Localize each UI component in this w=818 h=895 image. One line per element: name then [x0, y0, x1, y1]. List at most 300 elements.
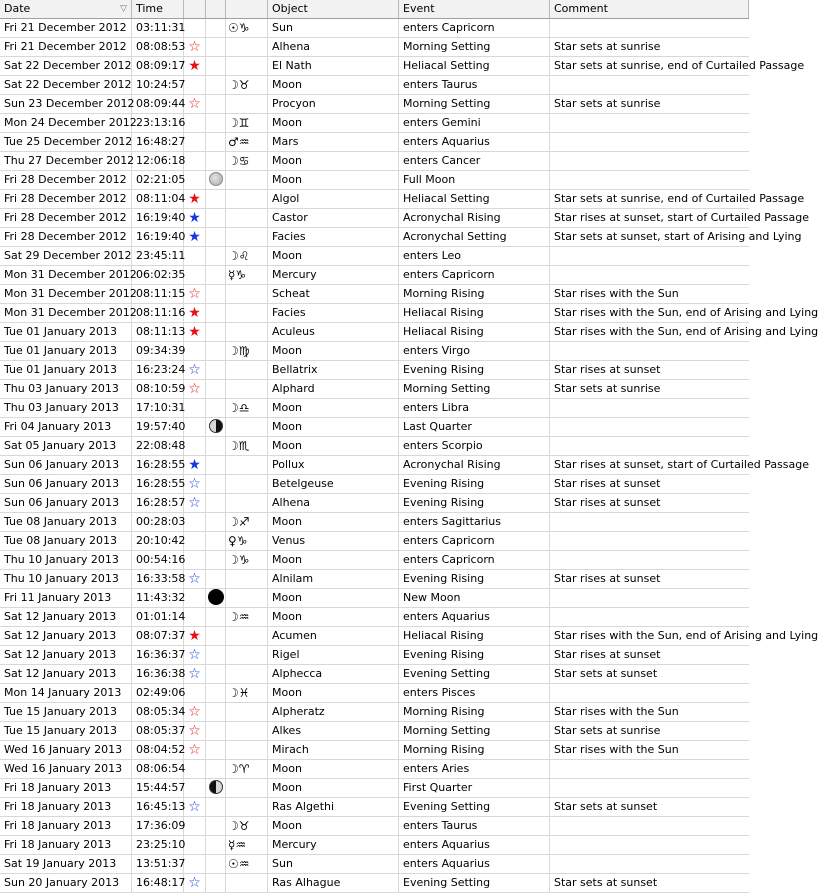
cell-symbol: [226, 133, 268, 151]
cell-time: 15:44:57: [132, 779, 184, 797]
cell-date: Thu 10 January 2013: [0, 551, 132, 569]
cell-symbol: [226, 247, 268, 265]
cell-star: [184, 342, 206, 360]
cell-time: 10:24:57: [132, 76, 184, 94]
cell-object: Bellatrix: [268, 361, 399, 379]
cell-event: enters Pisces: [399, 684, 550, 702]
cell-time: 08:05:34: [132, 703, 184, 721]
cell-comment: Star sets at sunrise, end of Curtailed Passage: [554, 59, 805, 72]
cell-time: 08:11:13: [132, 323, 184, 341]
cell-comment: Star rises at sunset: [554, 572, 661, 585]
cell-comment: Star sets at sunset: [554, 800, 658, 813]
table-row[interactable]: [0, 760, 749, 779]
table-row[interactable]: [0, 171, 749, 190]
cell-symbol: [226, 285, 268, 303]
cell-event: New Moon: [399, 589, 550, 607]
cell-object: Moon: [268, 817, 399, 835]
new-moon-icon: [208, 589, 224, 605]
cell-comment: [550, 114, 749, 132]
cell-object: Moon: [268, 342, 399, 360]
cell-time: 00:28:03: [132, 513, 184, 531]
table-row[interactable]: [0, 57, 805, 76]
column-header-comment[interactable]: Comment: [550, 0, 749, 18]
cell-phase: [206, 570, 226, 588]
cell-date: Thu 03 January 2013: [0, 380, 132, 398]
table-row[interactable]: [0, 722, 749, 741]
cell-object: Moon: [268, 171, 399, 189]
cell-symbol: [226, 817, 268, 835]
table-row[interactable]: [0, 589, 749, 608]
red-star-filled-icon: ★: [188, 628, 201, 644]
cell-time: 00:54:16: [132, 551, 184, 569]
blue-star-outline-icon: ☆: [188, 875, 201, 891]
table-row[interactable]: [0, 190, 805, 209]
cell-symbol: [226, 760, 268, 778]
cell-symbol: [226, 19, 268, 37]
cell-star: [184, 228, 206, 246]
blue-star-filled-icon: ★: [188, 210, 201, 226]
cell-date: Tue 15 January 2013: [0, 722, 132, 740]
cell-event: enters Leo: [399, 247, 550, 265]
cell-star: [184, 608, 206, 626]
cell-comment: [550, 836, 749, 854]
column-header-time[interactable]: Time: [132, 0, 184, 18]
cell-star: [184, 627, 206, 645]
cell-date: Sat 29 December 2012: [0, 247, 132, 265]
cell-phase: [206, 456, 226, 474]
cell-symbol: [226, 608, 268, 626]
table-row[interactable]: [0, 209, 810, 228]
cell-object: Facies: [268, 304, 399, 322]
cell-comment: [550, 247, 749, 265]
cell-phase: [206, 19, 226, 37]
cell-comment: Star sets at sunrise: [554, 40, 661, 53]
cell-star: [184, 437, 206, 455]
cell-date: Sun 06 January 2013: [0, 456, 132, 474]
cell-time: 08:08:53: [132, 38, 184, 56]
cell-phase: [206, 133, 226, 151]
cell-symbol: [226, 570, 268, 588]
astro-symbol-icon: ☽♑: [228, 553, 250, 567]
cell-object: Mirach: [268, 741, 399, 759]
table-body: [0, 19, 818, 893]
cell-symbol: [226, 152, 268, 170]
cell-time: 16:28:55: [132, 475, 184, 493]
cell-time: 08:09:44: [132, 95, 184, 113]
cell-object: Betelgeuse: [268, 475, 399, 493]
cell-event: Morning Rising: [399, 703, 550, 721]
astro-symbol-icon: ☽♎: [228, 401, 250, 415]
table-row[interactable]: [0, 456, 810, 475]
cell-date: Fri 18 January 2013: [0, 836, 132, 854]
red-star-outline-icon: ☆: [188, 723, 201, 739]
cell-phase: [206, 874, 226, 892]
cell-star: [184, 171, 206, 189]
cell-time: 16:33:58: [132, 570, 184, 588]
cell-time: 02:49:06: [132, 684, 184, 702]
cell-object: Moon: [268, 152, 399, 170]
astro-symbol-icon: ☽♋: [228, 154, 250, 168]
cell-date: Mon 31 December 2012: [0, 285, 132, 303]
table-row[interactable]: [0, 418, 749, 437]
table-row[interactable]: [0, 684, 749, 703]
cell-star: [184, 209, 206, 227]
cell-comment: [550, 532, 749, 550]
cell-date: Fri 04 January 2013: [0, 418, 132, 436]
astro-symbol-icon: ☿♒: [228, 838, 247, 852]
table-row[interactable]: [0, 874, 749, 893]
table-row[interactable]: [0, 285, 749, 304]
cell-phase: [206, 513, 226, 531]
table-row[interactable]: [0, 665, 749, 684]
cell-star: [184, 304, 206, 322]
column-header-star[interactable]: [184, 0, 206, 18]
cell-time: 16:23:24: [132, 361, 184, 379]
cell-symbol: [226, 456, 268, 474]
cell-star: [184, 266, 206, 284]
cell-comment: Star sets at sunrise: [554, 97, 661, 110]
cell-phase: [206, 798, 226, 816]
cell-object: Ras Algethi: [268, 798, 399, 816]
cell-phase: [206, 646, 226, 664]
cell-time: 16:48:27: [132, 133, 184, 151]
first-moon-icon: [209, 780, 223, 794]
table-row[interactable]: [0, 532, 749, 551]
cell-date: Fri 28 December 2012: [0, 228, 132, 246]
cell-date: Sun 06 January 2013: [0, 475, 132, 493]
cell-comment: [550, 817, 749, 835]
cell-time: 16:36:38: [132, 665, 184, 683]
table-header: [0, 0, 749, 19]
astro-symbol-icon: ☽♏: [228, 439, 250, 453]
cell-date: Sat 22 December 2012: [0, 76, 132, 94]
cell-star: [184, 456, 206, 474]
cell-event: Evening Setting: [399, 798, 550, 816]
cell-symbol: [226, 171, 268, 189]
table-row[interactable]: [0, 627, 818, 646]
cell-symbol: [226, 779, 268, 797]
cell-star: [184, 57, 206, 75]
table-row[interactable]: [0, 570, 749, 589]
cell-star: [184, 551, 206, 569]
cell-phase: [206, 285, 226, 303]
cell-time: 16:28:57: [132, 494, 184, 512]
table-row[interactable]: [0, 551, 749, 570]
cell-event: Full Moon: [399, 171, 550, 189]
cell-symbol: [226, 190, 268, 208]
cell-event: enters Scorpio: [399, 437, 550, 455]
cell-symbol: [226, 589, 268, 607]
astro-symbol-icon: ☉♒: [228, 857, 250, 871]
cell-phase: [206, 741, 226, 759]
cell-event: Acronychal Rising: [399, 456, 550, 474]
cell-date: Fri 21 December 2012: [0, 19, 132, 37]
cell-date: Fri 28 December 2012: [0, 190, 132, 208]
cell-comment: Star sets at sunset: [554, 667, 658, 680]
cell-date: Fri 18 January 2013: [0, 798, 132, 816]
column-header-phase[interactable]: [206, 0, 226, 18]
table-row[interactable]: [0, 361, 749, 380]
cell-star: [184, 532, 206, 550]
cell-object: Castor: [268, 209, 399, 227]
table-row[interactable]: [0, 817, 749, 836]
red-star-filled-icon: ★: [188, 324, 201, 340]
cell-event: Evening Rising: [399, 646, 550, 664]
red-star-outline-icon: ☆: [188, 96, 201, 112]
cell-phase: [206, 190, 226, 208]
cell-symbol: [226, 703, 268, 721]
cell-date: Tue 15 January 2013: [0, 703, 132, 721]
cell-event: enters Virgo: [399, 342, 550, 360]
cell-star: [184, 855, 206, 873]
table-row[interactable]: [0, 266, 749, 285]
cell-time: 08:05:37: [132, 722, 184, 740]
cell-event: Evening Setting: [399, 874, 550, 892]
cell-symbol: [226, 418, 268, 436]
cell-date: Fri 28 December 2012: [0, 209, 132, 227]
cell-time: 16:28:55: [132, 456, 184, 474]
column-header-date-label: Date: [4, 2, 31, 15]
cell-phase: [206, 418, 226, 436]
cell-star: [184, 779, 206, 797]
cell-time: 08:11:04: [132, 190, 184, 208]
cell-object: El Nath: [268, 57, 399, 75]
cell-object: Moon: [268, 551, 399, 569]
table-row[interactable]: [0, 399, 749, 418]
cell-symbol: [226, 551, 268, 569]
cell-comment: Star rises at sunset, start of Curtailed Passage: [554, 211, 810, 224]
table-row[interactable]: [0, 114, 749, 133]
blue-star-outline-icon: ☆: [188, 799, 201, 815]
cell-comment: [550, 779, 749, 797]
table-row[interactable]: [0, 247, 749, 266]
cell-phase: [206, 380, 226, 398]
cell-phase: [206, 608, 226, 626]
cell-star: [184, 741, 206, 759]
astro-symbol-icon: ☉♑: [228, 21, 250, 35]
table-row[interactable]: [0, 798, 749, 817]
cell-date: Tue 01 January 2013: [0, 361, 132, 379]
cell-time: 08:06:54: [132, 760, 184, 778]
cell-object: Pollux: [268, 456, 399, 474]
cell-date: Tue 08 January 2013: [0, 513, 132, 531]
cell-star: [184, 475, 206, 493]
cell-comment: [550, 266, 749, 284]
cell-comment: [550, 855, 749, 873]
cell-comment: Star rises at sunset: [554, 477, 661, 490]
cell-object: Alnilam: [268, 570, 399, 588]
cell-star: [184, 684, 206, 702]
table-row[interactable]: [0, 646, 749, 665]
cell-phase: [206, 361, 226, 379]
cell-comment: [550, 418, 749, 436]
cell-symbol: [226, 684, 268, 702]
table-row[interactable]: [0, 323, 818, 342]
cell-star: [184, 361, 206, 379]
cell-event: Evening Rising: [399, 494, 550, 512]
cell-comment: Star rises at sunset: [554, 363, 661, 376]
cell-phase: [206, 855, 226, 873]
cell-star: [184, 38, 206, 56]
cell-phase: [206, 551, 226, 569]
table-row[interactable]: [0, 475, 749, 494]
cell-time: 09:34:39: [132, 342, 184, 360]
cell-object: Alhena: [268, 494, 399, 512]
cell-object: Facies: [268, 228, 399, 246]
cell-object: Moon: [268, 589, 399, 607]
table-row[interactable]: [0, 855, 749, 874]
sort-descending-icon: ▽: [120, 4, 127, 14]
cell-phase: [206, 266, 226, 284]
table-row[interactable]: [0, 19, 749, 38]
cell-symbol: [226, 323, 268, 341]
cell-time: 20:10:42: [132, 532, 184, 550]
cell-date: Sun 20 January 2013: [0, 874, 132, 892]
astro-symbol-icon: ♀♑: [228, 534, 248, 548]
table-row[interactable]: [0, 779, 749, 798]
astro-symbol-icon: ☽♌: [228, 249, 250, 263]
column-header-symbol[interactable]: [226, 0, 268, 18]
table-row[interactable]: [0, 95, 749, 114]
table-row[interactable]: [0, 152, 749, 171]
cell-symbol: [226, 665, 268, 683]
cell-comment: Star rises with the Sun, end of Arising and Lying: [554, 306, 818, 319]
cell-symbol: [226, 209, 268, 227]
cell-star: [184, 646, 206, 664]
cell-object: Alphard: [268, 380, 399, 398]
cell-event: Morning Setting: [399, 380, 550, 398]
cell-star: [184, 152, 206, 170]
cell-phase: [206, 437, 226, 455]
cell-symbol: [226, 114, 268, 132]
cell-time: 01:01:14: [132, 608, 184, 626]
cell-star: [184, 589, 206, 607]
astro-symbol-icon: ☽♓: [228, 686, 250, 700]
cell-symbol: [226, 304, 268, 322]
cell-comment: [550, 684, 749, 702]
cell-comment: [550, 152, 749, 170]
cell-date: Tue 25 December 2012: [0, 133, 132, 151]
table-row[interactable]: [0, 76, 749, 95]
column-header-object[interactable]: Object: [268, 0, 399, 18]
table-row[interactable]: [0, 741, 749, 760]
cell-comment: Star rises with the Sun, end of Arising and Lying: [554, 325, 818, 338]
blue-star-filled-icon: ★: [188, 229, 201, 245]
cell-event: enters Aquarius: [399, 836, 550, 854]
cell-event: enters Libra: [399, 399, 550, 417]
table-row[interactable]: [0, 380, 749, 399]
cell-star: [184, 190, 206, 208]
astro-symbol-icon: ☿♑: [228, 268, 247, 282]
table-row[interactable]: [0, 437, 749, 456]
cell-phase: [206, 228, 226, 246]
cell-date: Sat 05 January 2013: [0, 437, 132, 455]
cell-phase: [206, 665, 226, 683]
cell-symbol: [226, 342, 268, 360]
table-row[interactable]: [0, 342, 749, 361]
table-row[interactable]: [0, 38, 749, 57]
column-header-date[interactable]: [0, 0, 132, 18]
cell-phase: [206, 684, 226, 702]
cell-symbol: [226, 380, 268, 398]
cell-event: Last Quarter: [399, 418, 550, 436]
cell-star: [184, 798, 206, 816]
table-row[interactable]: [0, 133, 749, 152]
cell-star: [184, 722, 206, 740]
table-row[interactable]: [0, 304, 818, 323]
table-row[interactable]: [0, 494, 749, 513]
cell-phase: [206, 38, 226, 56]
cell-date: Fri 21 December 2012: [0, 38, 132, 56]
cell-object: Moon: [268, 779, 399, 797]
cell-comment: [550, 608, 749, 626]
cell-time: 22:08:48: [132, 437, 184, 455]
cell-symbol: [226, 513, 268, 531]
cell-event: Morning Setting: [399, 38, 550, 56]
cell-star: [184, 95, 206, 113]
column-header-event[interactable]: Event: [399, 0, 550, 18]
cell-time: 17:10:31: [132, 399, 184, 417]
cell-event: enters Aquarius: [399, 133, 550, 151]
cell-event: enters Gemini: [399, 114, 550, 132]
red-star-outline-icon: ☆: [188, 742, 201, 758]
cell-event: Morning Rising: [399, 285, 550, 303]
cell-time: 02:21:05: [132, 171, 184, 189]
cell-time: 12:06:18: [132, 152, 184, 170]
cell-event: enters Taurus: [399, 817, 550, 835]
cell-object: Rigel: [268, 646, 399, 664]
astro-symbol-icon: ♂♒: [228, 135, 250, 149]
table-row[interactable]: [0, 228, 802, 247]
cell-symbol: [226, 475, 268, 493]
table-row[interactable]: [0, 513, 749, 532]
table-row[interactable]: [0, 608, 749, 627]
cell-date: Mon 14 January 2013: [0, 684, 132, 702]
cell-symbol: [226, 646, 268, 664]
cell-event: enters Capricorn: [399, 19, 550, 37]
cell-time: 16:19:40: [132, 228, 184, 246]
cell-star: [184, 114, 206, 132]
cell-event: Acronychal Setting: [399, 228, 550, 246]
cell-symbol: [226, 361, 268, 379]
cell-time: 11:43:32: [132, 589, 184, 607]
cell-time: 03:11:31: [132, 19, 184, 37]
cell-event: Heliacal Rising: [399, 304, 550, 322]
full-moon-icon: [209, 172, 223, 186]
cell-comment: [550, 171, 749, 189]
cell-event: Evening Rising: [399, 570, 550, 588]
cell-phase: [206, 342, 226, 360]
cell-date: Wed 16 January 2013: [0, 760, 132, 778]
table-row[interactable]: [0, 836, 749, 855]
cell-symbol: [226, 57, 268, 75]
blue-star-outline-icon: ☆: [188, 495, 201, 511]
cell-date: Thu 27 December 2012: [0, 152, 132, 170]
cell-comment: Star rises with the Sun: [554, 743, 679, 756]
cell-time: 08:09:17: [132, 57, 184, 75]
table-row[interactable]: [0, 703, 749, 722]
cell-object: Alpheratz: [268, 703, 399, 721]
cell-date: Sat 12 January 2013: [0, 608, 132, 626]
cell-phase: [206, 627, 226, 645]
cell-symbol: [226, 741, 268, 759]
cell-date: Sat 12 January 2013: [0, 665, 132, 683]
cell-object: Aculeus: [268, 323, 399, 341]
cell-time: 08:10:59: [132, 380, 184, 398]
cell-symbol: [226, 855, 268, 873]
cell-date: Fri 18 January 2013: [0, 817, 132, 835]
cell-object: Alphecca: [268, 665, 399, 683]
